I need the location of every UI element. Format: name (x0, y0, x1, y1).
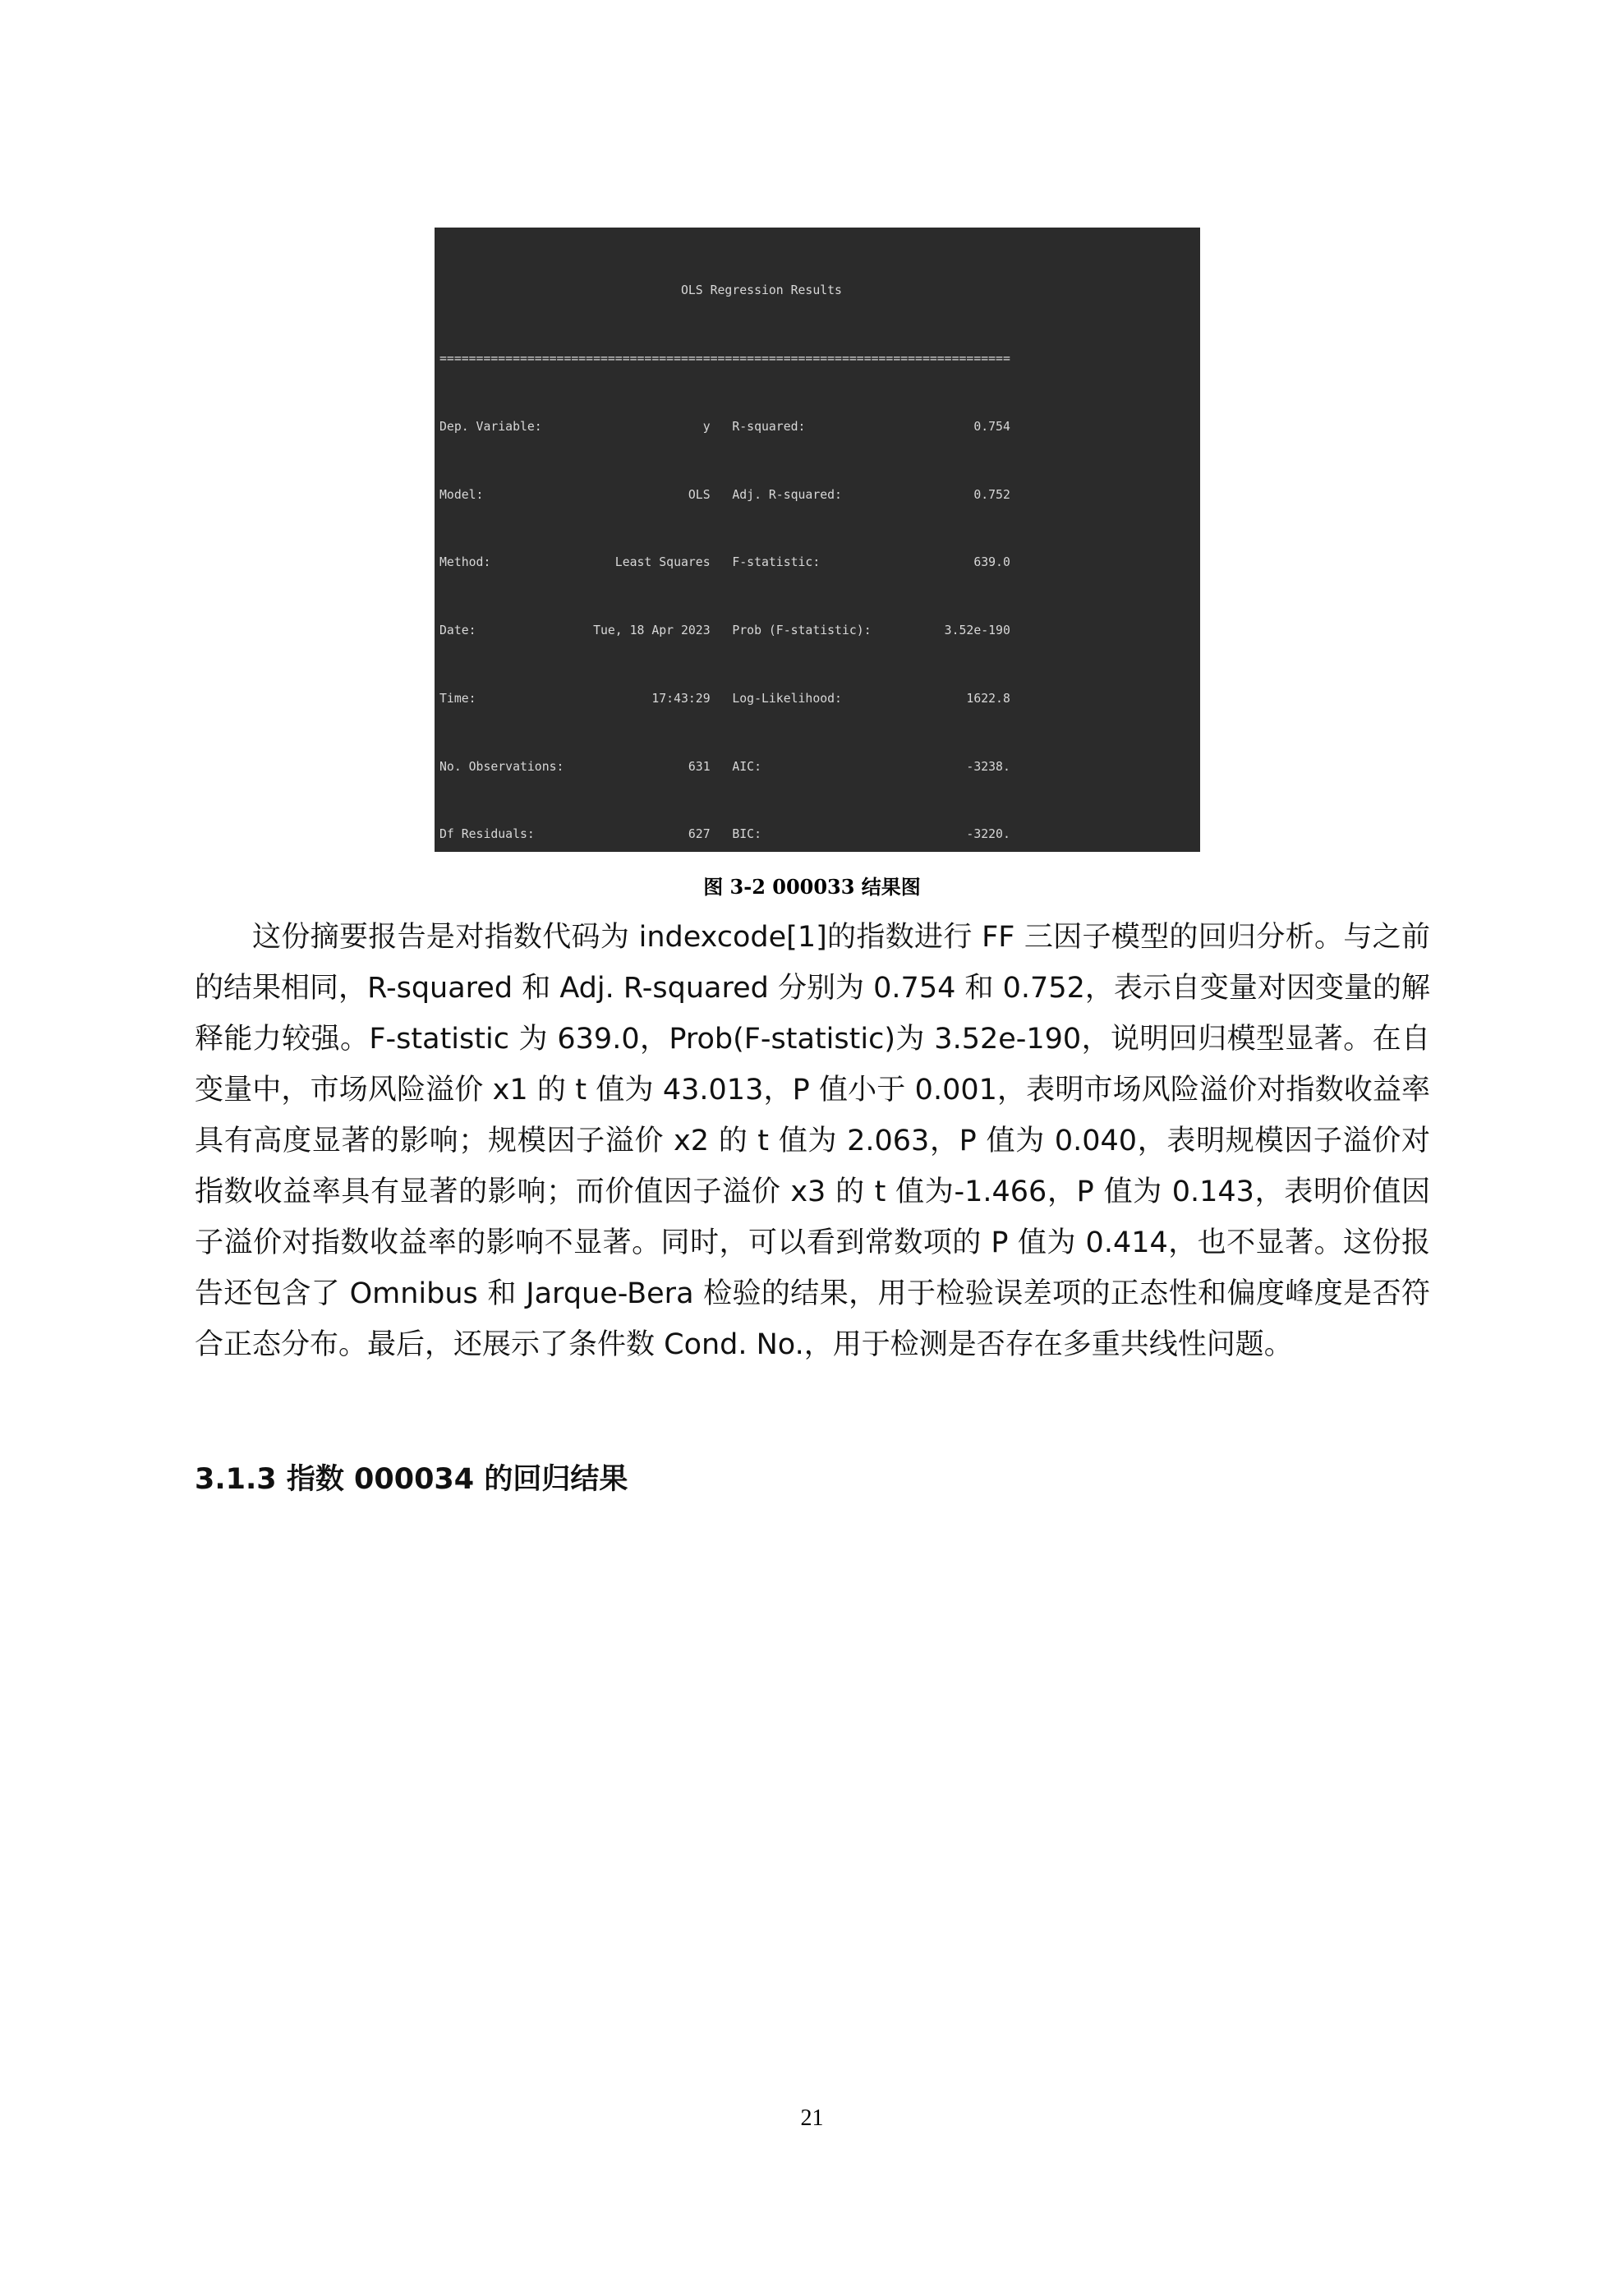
console-line: OLS Regression Results (439, 283, 1047, 298)
console-line: Method: Least Squares F-statistic: 639.0 (439, 555, 1010, 570)
console-line: Date: Tue, 18 Apr 2023 Prob (F-statistic): 3.52e-190 (439, 623, 1010, 638)
console-line: Dep. Variable: y R-squared: 0.754 (439, 419, 1010, 434)
console-line: Model: OLS Adj. R-squared: 0.752 (439, 487, 1010, 502)
page-number: 21 (800, 2105, 824, 2131)
console-line: Df Residuals: 627 BIC: -3220. (439, 827, 1010, 842)
body-paragraph: 这份摘要报告是对指数代码为 indexcode[1]的指数进行 FF 三因子模型的回归分析。与之前的结果相同，R-squared 和 Adj. R-squared 分别为 0.754 和 0.752，表示自变量对因变量的解释能力较强。F-statistic 为 639.0，Prob(F-statistic)为 3.52e-190，说明回归模型显著。在自变量中，市场风险溢价 x1 的 t 值为 43.013，P 值小于 0.001，表明市场风险溢价对指数收益率具有高度显著的影响；规模因子溢价 x2 的 t 值为 2.063，P 值为 0.040，表明规模因子溢价对指数收益率具有显著的影响；而价值因子溢价 x3 的 t 值为-1.466，P 值为 0.143，表明价值因子溢价对指数收益率的影响不显著。同时，可以看到常数项的 P 值为 0.414，也不显著。这份报告还包含了 Omnibus 和 Jarque-Bera 检验的结果，用于检验误差项的正态性和偏度峰度是否符合正态分布。最后，还展示了条件数 Cond. No.，用于检测是否存在多重共线性问题。 (195, 921, 1430, 1361)
ols-results-screenshot (435, 228, 1200, 852)
figure-caption: 图 3-2 000033 结果图 (703, 875, 921, 899)
console-line: Time: 17:43:29 Log-Likelihood: 1622.8 (439, 691, 1010, 706)
console-line: ============================================================================== (439, 351, 1010, 366)
console-line: No. Observations: 631 AIC: -3238. (439, 759, 1010, 774)
section-heading: 3.1.3 指数 000034 的回归结果 (195, 1463, 628, 1496)
